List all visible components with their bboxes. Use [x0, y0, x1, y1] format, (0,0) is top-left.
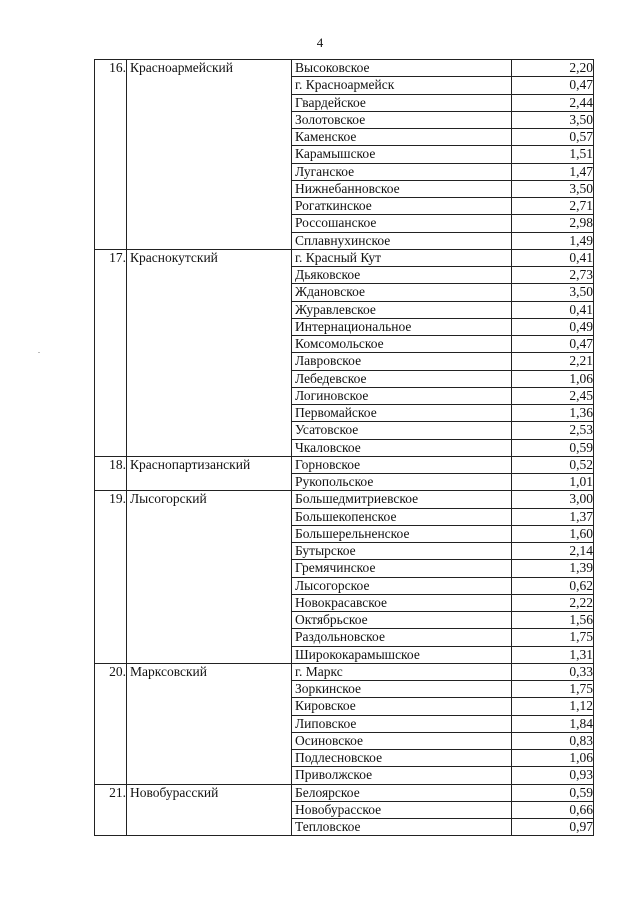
settlement-name: Осиновское — [292, 732, 512, 749]
page-number: 4 — [316, 35, 324, 50]
settlement-name: Рогаткинское — [292, 198, 512, 215]
settlement-value: 2,20 — [512, 60, 594, 77]
settlement-name: Гремячинское — [292, 560, 512, 577]
settlement-name: Первомайское — [292, 405, 512, 422]
settlement-value: 0,97 — [512, 819, 594, 836]
settlement-value: 2,14 — [512, 543, 594, 560]
settlement-name: Липовское — [292, 715, 512, 732]
settlement-value: 2,45 — [512, 387, 594, 404]
district-name: Новобурасский — [127, 784, 292, 836]
settlement-value: 2,21 — [512, 353, 594, 370]
settlement-name: Золотовское — [292, 111, 512, 128]
settlement-name: Тепловское — [292, 819, 512, 836]
settlement-value: 1,06 — [512, 750, 594, 767]
settlement-name: Нижнебанновское — [292, 180, 512, 197]
settlement-name: Новокрасавское — [292, 594, 512, 611]
settlement-value: 0,66 — [512, 801, 594, 818]
settlement-name: Сплавнухинское — [292, 232, 512, 249]
settlement-value: 1,31 — [512, 646, 594, 663]
settlement-value: 0,41 — [512, 301, 594, 318]
settlement-name: Высоковское — [292, 60, 512, 77]
settlement-value: 3,50 — [512, 180, 594, 197]
table-row — [95, 249, 594, 266]
settlement-name: Подлесновское — [292, 750, 512, 767]
settlement-value: 1,47 — [512, 163, 594, 180]
settlement-name: г. Красноармейск — [292, 77, 512, 94]
table-row — [95, 60, 594, 77]
settlement-value: 2,73 — [512, 267, 594, 284]
settlement-name: г. Маркс — [292, 663, 512, 680]
settlement-value: 1,06 — [512, 370, 594, 387]
district-number: 19. — [95, 491, 127, 664]
settlement-value: 0,93 — [512, 767, 594, 784]
settlement-name: Приволжское — [292, 767, 512, 784]
settlement-value: 0,83 — [512, 732, 594, 749]
table-row — [95, 784, 594, 801]
settlement-name: Раздольновское — [292, 629, 512, 646]
settlement-value: 0,49 — [512, 318, 594, 335]
settlement-value: 1,12 — [512, 698, 594, 715]
settlement-name: Новобурасское — [292, 801, 512, 818]
settlement-name: Большерельненское — [292, 525, 512, 542]
table-row — [95, 663, 594, 680]
settlement-value: 3,50 — [512, 111, 594, 128]
settlement-name: Дьяковское — [292, 267, 512, 284]
district-number: 17. — [95, 249, 127, 456]
table-row — [95, 456, 594, 473]
settlement-value: 2,22 — [512, 594, 594, 611]
settlement-name: Бутырское — [292, 543, 512, 560]
settlement-name: Горновское — [292, 456, 512, 473]
settlement-name: Комсомольское — [292, 336, 512, 353]
settlement-value: 1,56 — [512, 612, 594, 629]
settlement-name: Большекопенское — [292, 508, 512, 525]
district-table-body — [95, 60, 594, 836]
settlement-name: Карамышское — [292, 146, 512, 163]
settlement-name: Гвардейское — [292, 94, 512, 111]
settlement-value: 0,62 — [512, 577, 594, 594]
settlement-name: Луганское — [292, 163, 512, 180]
settlement-value: 3,00 — [512, 491, 594, 508]
settlement-name: Большедмитриевское — [292, 491, 512, 508]
settlement-name: Логиновское — [292, 387, 512, 404]
settlement-value: 1,84 — [512, 715, 594, 732]
settlement-value: 1,01 — [512, 474, 594, 491]
settlement-value: 1,51 — [512, 146, 594, 163]
settlement-name: Чкаловское — [292, 439, 512, 456]
settlement-name: Кировское — [292, 698, 512, 715]
district-number: 20. — [95, 663, 127, 784]
settlement-value: 2,98 — [512, 215, 594, 232]
settlement-value: 0,57 — [512, 129, 594, 146]
settlement-value: 0,52 — [512, 456, 594, 473]
settlement-name: Белоярское — [292, 784, 512, 801]
district-number: 18. — [95, 456, 127, 491]
settlement-value: 1,36 — [512, 405, 594, 422]
settlement-value: 0,47 — [512, 336, 594, 353]
settlement-name: Зоркинское — [292, 681, 512, 698]
settlement-name: г. Красный Кут — [292, 249, 512, 266]
settlement-name: Октябрьское — [292, 612, 512, 629]
settlement-name: Интернациональное — [292, 318, 512, 335]
settlement-name: Журавлевское — [292, 301, 512, 318]
settlement-value: 1,75 — [512, 629, 594, 646]
settlement-value: 3,50 — [512, 284, 594, 301]
scan-speck — [38, 352, 40, 353]
settlement-value: 1,39 — [512, 560, 594, 577]
settlement-name: Лысогорское — [292, 577, 512, 594]
table-row — [95, 491, 594, 508]
district-name: Красноармейский — [127, 60, 292, 250]
settlement-name: Каменское — [292, 129, 512, 146]
settlement-name: Россошанское — [292, 215, 512, 232]
settlement-name: Усатовское — [292, 422, 512, 439]
settlement-name: Ждановское — [292, 284, 512, 301]
settlement-value: 0,33 — [512, 663, 594, 680]
district-number: 21. — [95, 784, 127, 836]
settlement-name: Лебедевское — [292, 370, 512, 387]
settlement-value: 2,71 — [512, 198, 594, 215]
settlement-value: 1,60 — [512, 525, 594, 542]
district-table — [94, 59, 594, 836]
settlement-value: 0,47 — [512, 77, 594, 94]
settlement-value: 1,75 — [512, 681, 594, 698]
settlement-value: 2,53 — [512, 422, 594, 439]
settlement-value: 2,44 — [512, 94, 594, 111]
settlement-value: 0,41 — [512, 249, 594, 266]
district-name: Лысогорский — [127, 491, 292, 664]
settlement-name: Рукопольское — [292, 474, 512, 491]
district-name: Марксовский — [127, 663, 292, 784]
district-name: Краснокутский — [127, 249, 292, 456]
settlement-value: 1,37 — [512, 508, 594, 525]
settlement-value: 1,49 — [512, 232, 594, 249]
settlement-name: Ширококарамышское — [292, 646, 512, 663]
settlement-value: 0,59 — [512, 784, 594, 801]
district-name: Краснопартизанский — [127, 456, 292, 491]
district-number: 16. — [95, 60, 127, 250]
settlement-name: Лавровское — [292, 353, 512, 370]
settlement-value: 0,59 — [512, 439, 594, 456]
